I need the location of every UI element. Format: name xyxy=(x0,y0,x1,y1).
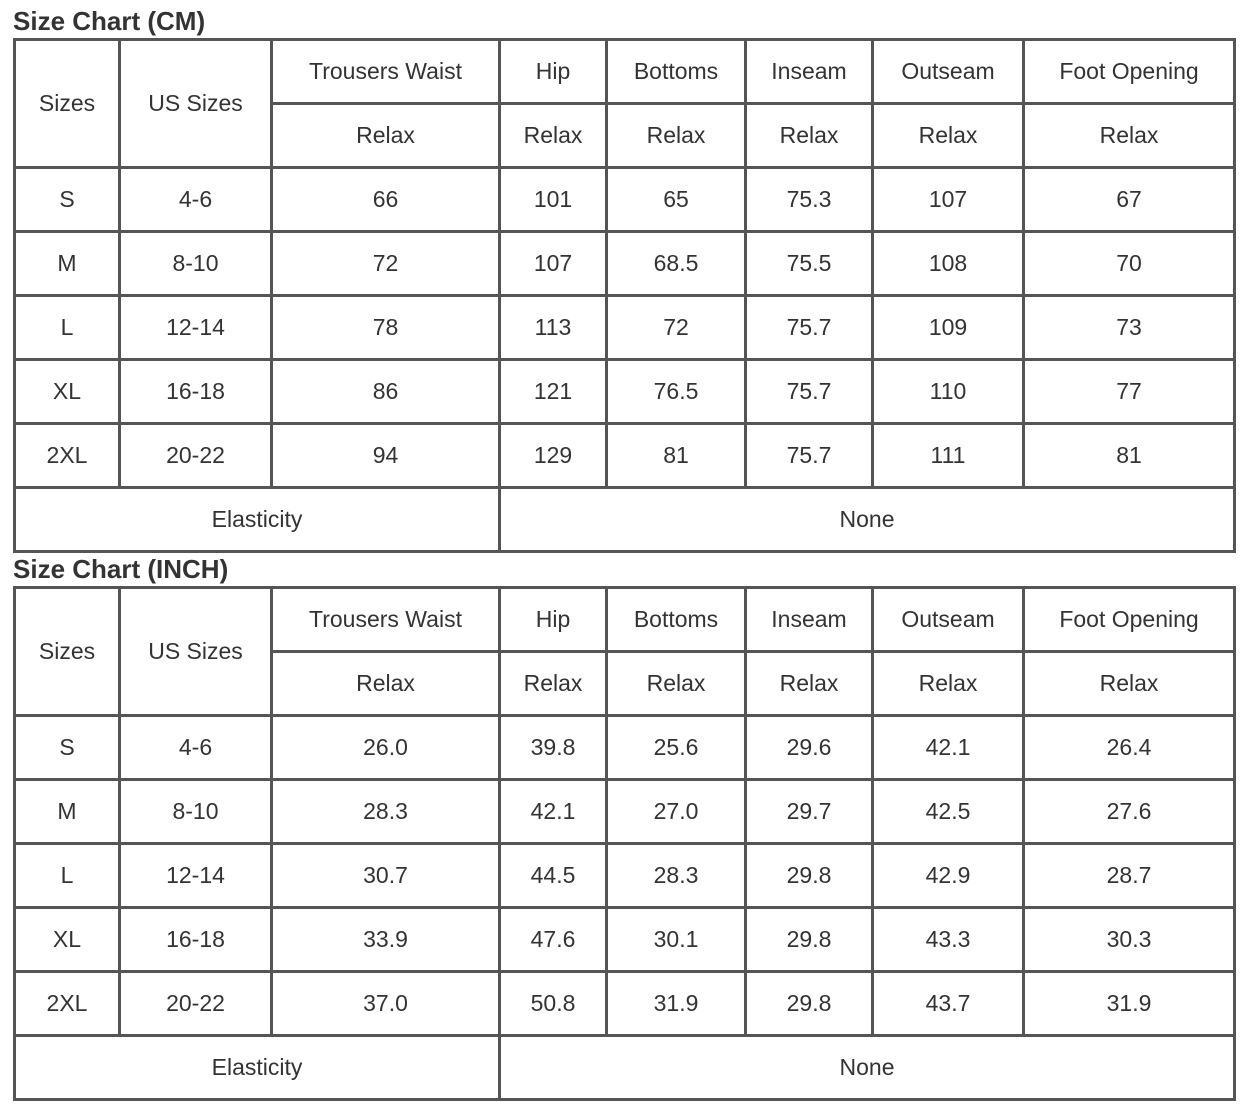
measurement-cell: 72 xyxy=(273,233,501,297)
measurement-cell: 50.8 xyxy=(501,973,608,1037)
us-size-cell: 16-18 xyxy=(121,361,273,425)
measurement-cell: 37.0 xyxy=(273,973,501,1037)
elasticity-label: Elasticity xyxy=(16,1037,501,1101)
fit-cell: Relax xyxy=(747,105,874,169)
measurement-cell: 30.1 xyxy=(608,909,747,973)
measurement-cell: 25.6 xyxy=(608,717,747,781)
size-cell: L xyxy=(16,297,121,361)
table-row xyxy=(16,973,1236,1037)
measurement-cell: 109 xyxy=(874,297,1025,361)
measurement-cell: 70 xyxy=(1025,233,1236,297)
size-rows xyxy=(16,717,1236,1037)
measurement-cell: 65 xyxy=(608,169,747,233)
header-row xyxy=(16,589,1236,653)
measurement-cell: 26.0 xyxy=(273,717,501,781)
size-cell: S xyxy=(16,169,121,233)
header-bottoms: Bottoms xyxy=(608,589,747,653)
header-us-sizes: US Sizes xyxy=(121,41,273,169)
header-inseam: Inseam xyxy=(747,589,874,653)
elasticity-label: Elasticity xyxy=(16,489,501,553)
size-cell: XL xyxy=(16,909,121,973)
measurement-cell: 42.1 xyxy=(874,717,1025,781)
header-hip: Hip xyxy=(501,589,608,653)
table-row xyxy=(16,845,1236,909)
fit-cell: Relax xyxy=(501,105,608,169)
measurement-cell: 75.5 xyxy=(747,233,874,297)
fit-cell: Relax xyxy=(747,653,874,717)
measurement-cell: 101 xyxy=(501,169,608,233)
measurement-cell: 111 xyxy=(874,425,1025,489)
measurement-cell: 108 xyxy=(874,233,1025,297)
fit-cell: Relax xyxy=(273,105,501,169)
elasticity-value: None xyxy=(501,1037,1236,1101)
header-row xyxy=(16,41,1236,105)
size-chart-cm-table xyxy=(13,38,1236,553)
us-size-cell: 4-6 xyxy=(121,169,273,233)
table-row xyxy=(16,909,1236,973)
table-row xyxy=(16,425,1236,489)
measurement-cell: 66 xyxy=(273,169,501,233)
header-foot-opening: Foot Opening xyxy=(1025,41,1236,105)
measurement-cell: 28.3 xyxy=(273,781,501,845)
measurement-cell: 39.8 xyxy=(501,717,608,781)
measurement-cell: 29.7 xyxy=(747,781,874,845)
measurement-cell: 94 xyxy=(273,425,501,489)
size-cell: M xyxy=(16,233,121,297)
measurement-cell: 31.9 xyxy=(608,973,747,1037)
measurement-cell: 73 xyxy=(1025,297,1236,361)
measurement-cell: 42.1 xyxy=(501,781,608,845)
fit-cell: Relax xyxy=(874,653,1025,717)
size-rows xyxy=(16,169,1236,489)
measurement-cell: 75.7 xyxy=(747,297,874,361)
measurement-cell: 86 xyxy=(273,361,501,425)
header-hip: Hip xyxy=(501,41,608,105)
elasticity-value: None xyxy=(501,489,1236,553)
measurement-cell: 44.5 xyxy=(501,845,608,909)
size-cell: 2XL xyxy=(16,973,121,1037)
measurement-cell: 129 xyxy=(501,425,608,489)
us-size-cell: 12-14 xyxy=(121,297,273,361)
measurement-cell: 107 xyxy=(874,169,1025,233)
header-outseam: Outseam xyxy=(874,41,1025,105)
table-row xyxy=(16,781,1236,845)
table-row xyxy=(16,233,1236,297)
measurement-cell: 43.7 xyxy=(874,973,1025,1037)
measurement-cell: 76.5 xyxy=(608,361,747,425)
measurement-cell: 67 xyxy=(1025,169,1236,233)
measurement-cell: 27.6 xyxy=(1025,781,1236,845)
us-size-cell: 4-6 xyxy=(121,717,273,781)
measurement-cell: 42.9 xyxy=(874,845,1025,909)
size-cell: 2XL xyxy=(16,425,121,489)
header-us-sizes: US Sizes xyxy=(121,589,273,717)
measurement-cell: 47.6 xyxy=(501,909,608,973)
measurement-cell: 27.0 xyxy=(608,781,747,845)
measurement-cell: 75.7 xyxy=(747,361,874,425)
size-cell: L xyxy=(16,845,121,909)
measurement-cell: 29.6 xyxy=(747,717,874,781)
measurement-cell: 81 xyxy=(1025,425,1236,489)
size-cell: S xyxy=(16,717,121,781)
measurement-cell: 72 xyxy=(608,297,747,361)
table-row xyxy=(16,169,1236,233)
elasticity-row xyxy=(16,489,1236,553)
us-size-cell: 8-10 xyxy=(121,781,273,845)
size-cell: XL xyxy=(16,361,121,425)
measurement-cell: 75.3 xyxy=(747,169,874,233)
us-size-cell: 20-22 xyxy=(121,973,273,1037)
size-cell: M xyxy=(16,781,121,845)
fit-cell: Relax xyxy=(1025,105,1236,169)
measurement-cell: 33.9 xyxy=(273,909,501,973)
elasticity-row xyxy=(16,1037,1236,1101)
measurement-cell: 121 xyxy=(501,361,608,425)
size-chart-inch-title: Size Chart (INCH) xyxy=(13,554,229,584)
measurement-cell: 28.7 xyxy=(1025,845,1236,909)
measurement-cell: 28.3 xyxy=(608,845,747,909)
measurement-cell: 68.5 xyxy=(608,233,747,297)
measurement-cell: 30.3 xyxy=(1025,909,1236,973)
header-sizes: Sizes xyxy=(16,41,121,169)
measurement-cell: 81 xyxy=(608,425,747,489)
header-inseam: Inseam xyxy=(747,41,874,105)
table-row xyxy=(16,361,1236,425)
table-row xyxy=(16,717,1236,781)
measurement-cell: 75.7 xyxy=(747,425,874,489)
fit-cell: Relax xyxy=(874,105,1025,169)
header-trousers-waist: Trousers Waist xyxy=(273,41,501,105)
fit-cell: Relax xyxy=(608,653,747,717)
us-size-cell: 16-18 xyxy=(121,909,273,973)
table-row xyxy=(16,297,1236,361)
header-trousers-waist: Trousers Waist xyxy=(273,589,501,653)
header-foot-opening: Foot Opening xyxy=(1025,589,1236,653)
measurement-cell: 43.3 xyxy=(874,909,1025,973)
measurement-cell: 30.7 xyxy=(273,845,501,909)
measurement-cell: 26.4 xyxy=(1025,717,1236,781)
fit-cell: Relax xyxy=(273,653,501,717)
us-size-cell: 8-10 xyxy=(121,233,273,297)
measurement-cell: 29.8 xyxy=(747,845,874,909)
measurement-cell: 107 xyxy=(501,233,608,297)
header-bottoms: Bottoms xyxy=(608,41,747,105)
us-size-cell: 20-22 xyxy=(121,425,273,489)
measurement-cell: 31.9 xyxy=(1025,973,1236,1037)
measurement-cell: 29.8 xyxy=(747,909,874,973)
measurement-cell: 29.8 xyxy=(747,973,874,1037)
measurement-cell: 42.5 xyxy=(874,781,1025,845)
header-sizes: Sizes xyxy=(16,589,121,717)
us-size-cell: 12-14 xyxy=(121,845,273,909)
size-chart-cm-title: Size Chart (CM) xyxy=(13,6,206,36)
size-chart-inch-table xyxy=(13,586,1236,1101)
measurement-cell: 110 xyxy=(874,361,1025,425)
fit-cell: Relax xyxy=(501,653,608,717)
fit-cell: Relax xyxy=(1025,653,1236,717)
measurement-cell: 77 xyxy=(1025,361,1236,425)
measurement-cell: 78 xyxy=(273,297,501,361)
fit-cell: Relax xyxy=(608,105,747,169)
header-outseam: Outseam xyxy=(874,589,1025,653)
measurement-cell: 113 xyxy=(501,297,608,361)
